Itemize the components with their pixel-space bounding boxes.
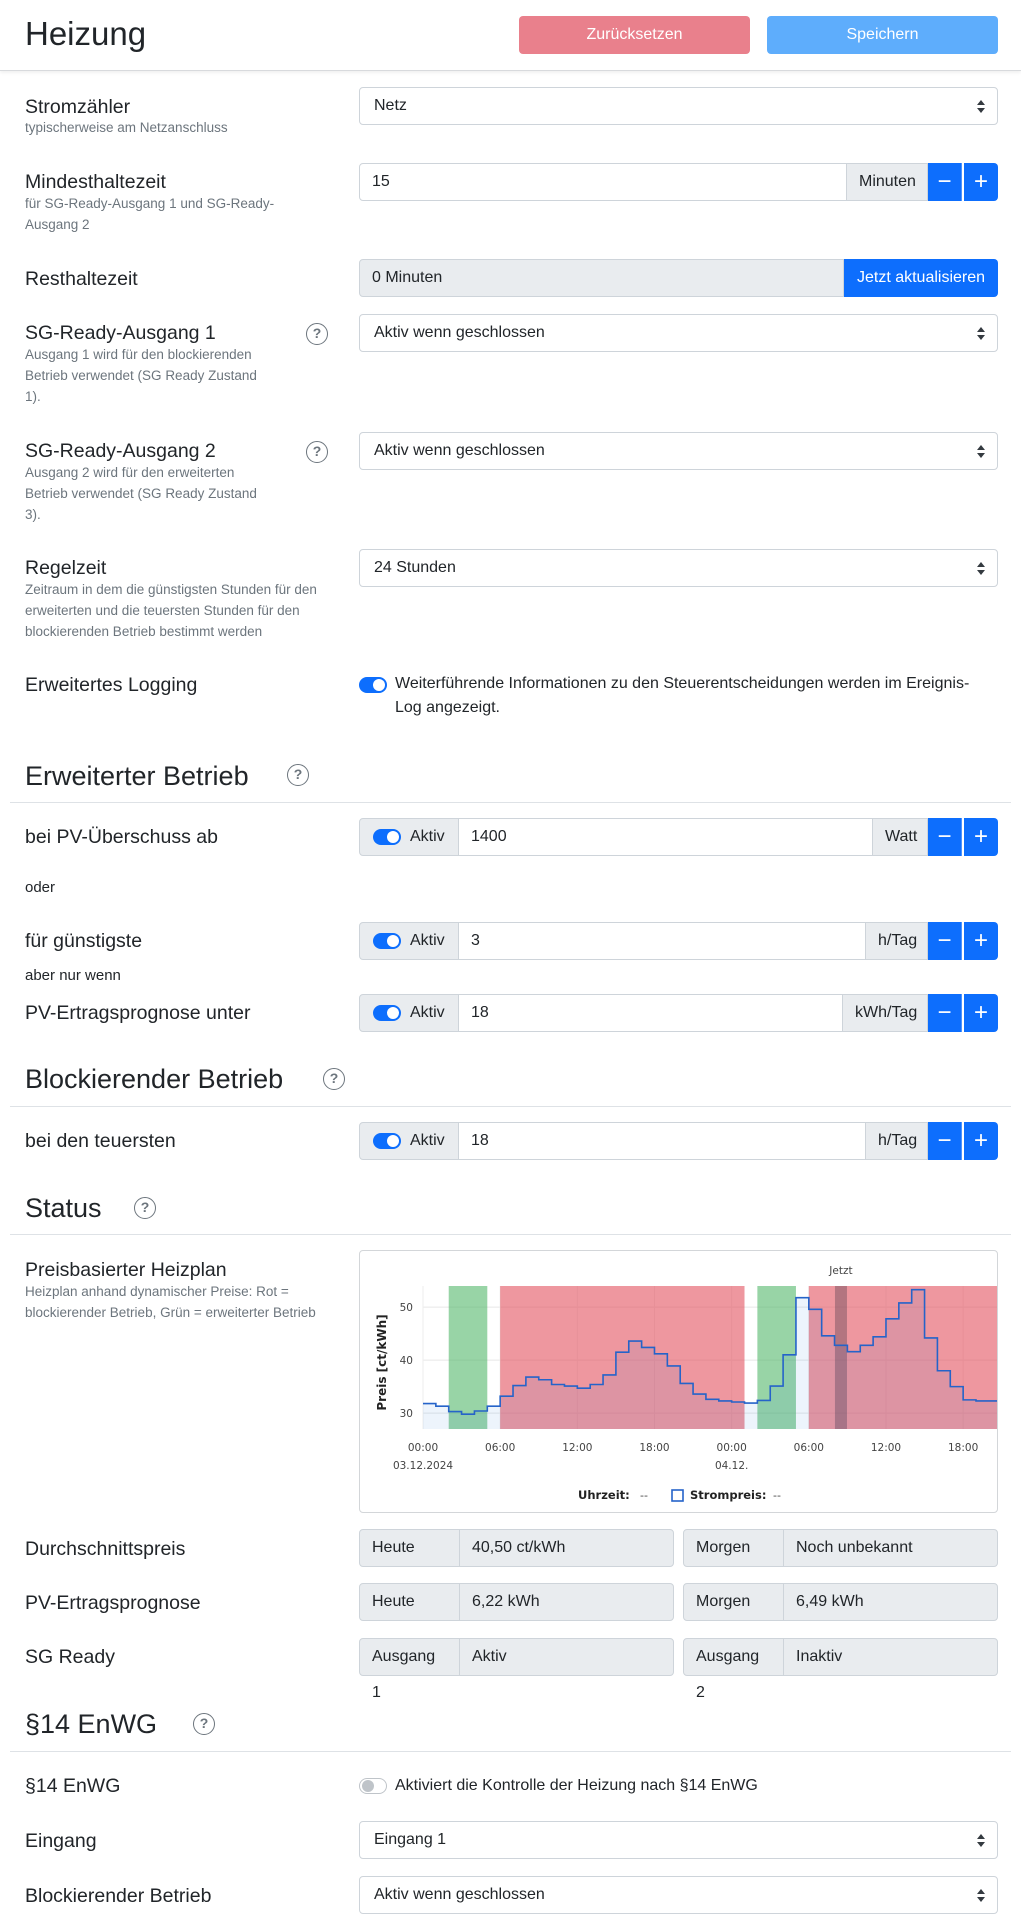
sg-ready-output1-value: Aktiv bbox=[472, 1648, 507, 1665]
sg-ready-output1-key: Ausgang 1 bbox=[360, 1639, 460, 1675]
most-expensive-input[interactable]: 18 bbox=[458, 1122, 866, 1160]
minus-icon: − bbox=[937, 927, 952, 954]
plus-icon: + bbox=[973, 927, 988, 954]
meter-select[interactable] bbox=[359, 87, 998, 125]
legend-price-swatch bbox=[672, 1490, 683, 1501]
x-tick-label: 12:00 bbox=[562, 1442, 593, 1454]
enwg-toggle-label: §14 EnWG bbox=[25, 1775, 121, 1797]
sg1-hint: Ausgang 1 wird für den blockierenden Betrieb verwendet (SG Ready Zustand 1). bbox=[25, 347, 257, 404]
y-tick-label: 50 bbox=[399, 1302, 413, 1315]
select-caret-icon bbox=[977, 445, 985, 458]
cheapest-label: für günstigste bbox=[25, 930, 143, 952]
y-tick-label: 30 bbox=[399, 1408, 413, 1421]
most-expensive-active-label: Aktiv bbox=[410, 1132, 445, 1149]
enwg-toggle[interactable] bbox=[359, 1778, 387, 1794]
enwg-input-select-value: Eingang 1 bbox=[374, 1831, 447, 1848]
select-caret-icon bbox=[977, 100, 985, 113]
most-expensive-decrement-button[interactable] bbox=[928, 1122, 962, 1160]
x-tick-sublabel: 03.12.2024 bbox=[392, 1460, 454, 1472]
meter-select-value: Netz bbox=[374, 97, 407, 114]
refresh-now-button[interactable]: Jetzt aktualisieren bbox=[844, 259, 998, 297]
status-help-icon[interactable]: ? bbox=[134, 1197, 156, 1219]
y-axis-title: Preis [ct/kWh] bbox=[375, 1314, 389, 1411]
avg-price-tomorrow-value: Noch unbekannt bbox=[796, 1539, 913, 1556]
sg-ready-output2-key: Ausgang 2 bbox=[684, 1639, 784, 1675]
most-expensive-unit: h/Tag bbox=[865, 1122, 928, 1160]
pv-yield-tomorrow-value: 6,49 kWh bbox=[796, 1593, 864, 1610]
pv-yield-today-value: 6,22 kWh bbox=[472, 1593, 540, 1610]
sg2-help-icon[interactable]: ? bbox=[306, 441, 328, 463]
pv-surplus-decrement-button[interactable] bbox=[928, 818, 962, 856]
plus-icon: + bbox=[973, 823, 988, 850]
pv-surplus-label: bei PV-Überschuss ab bbox=[25, 826, 218, 848]
pv-forecast-active-label: Aktiv bbox=[410, 1004, 445, 1021]
pv-yield-tomorrow bbox=[683, 1583, 998, 1621]
rest-hold-value: 0 Minuten bbox=[359, 259, 844, 297]
blocking-section-title: Blockierender Betrieb bbox=[25, 1064, 284, 1094]
control-time-select-value: 24 Stunden bbox=[374, 559, 456, 576]
select-caret-icon bbox=[977, 562, 985, 575]
pv-forecast-limit-label: PV-Ertragsprognose unter bbox=[25, 1002, 251, 1024]
avg-price-tomorrow bbox=[683, 1529, 998, 1567]
sg1-select[interactable] bbox=[359, 314, 998, 352]
avg-price-today-value: 40,50 ct/kWh bbox=[472, 1539, 566, 1556]
x-tick-label: 06:00 bbox=[793, 1442, 824, 1454]
pv-yield-label: PV-Ertragsprognose bbox=[25, 1592, 201, 1614]
cheapest-unit: h/Tag bbox=[865, 922, 928, 960]
x-tick-label: 06:00 bbox=[485, 1442, 516, 1454]
most-expensive-label: bei den teuersten bbox=[25, 1130, 176, 1152]
pv-yield-today bbox=[359, 1583, 674, 1621]
plus-icon: + bbox=[973, 1127, 988, 1154]
or-text: oder bbox=[25, 879, 56, 896]
avg-price-today bbox=[359, 1529, 674, 1567]
heating-plan-hint: Heizplan anhand dynamischer Preise: Rot = blockierender Betrieb, Grün = erweiterter Betrieb bbox=[25, 1284, 316, 1320]
cheapest-active-label: Aktiv bbox=[410, 932, 445, 949]
sg-ready-output2 bbox=[683, 1638, 998, 1701]
meter-hint: typischerweise am Netzanschluss bbox=[25, 120, 228, 135]
x-tick-label: 12:00 bbox=[870, 1442, 902, 1454]
sg1-help-icon[interactable]: ? bbox=[306, 323, 328, 345]
sg2-select-value: Aktiv wenn geschlossen bbox=[374, 442, 545, 459]
enwg-toggle-text: Aktiviert die Kontrolle der Heizung nach §14 EnWG bbox=[395, 1777, 758, 1794]
sg-ready-label: SG Ready bbox=[25, 1646, 115, 1668]
pv-surplus-increment-button[interactable] bbox=[964, 818, 998, 856]
control-time-label: Regelzeit bbox=[25, 557, 107, 579]
extended-help-icon[interactable]: ? bbox=[287, 764, 309, 786]
reset-button[interactable]: Zurücksetzen bbox=[519, 16, 750, 54]
only-if-text: aber nur wenn bbox=[25, 967, 121, 984]
pv-forecast-toggle[interactable] bbox=[373, 1005, 401, 1021]
select-caret-icon bbox=[977, 1834, 985, 1847]
sg2-label: SG-Ready-Ausgang 2 bbox=[25, 440, 216, 462]
price-chart[interactable] bbox=[360, 1251, 997, 1512]
section-divider bbox=[10, 1234, 1011, 1235]
min-hold-increment-button[interactable] bbox=[964, 163, 998, 201]
enwg-input-label: Eingang bbox=[25, 1830, 97, 1852]
min-hold-label: Mindesthaltezeit bbox=[25, 171, 166, 193]
min-hold-decrement-button[interactable] bbox=[928, 163, 962, 201]
x-tick-label: 00:00 bbox=[716, 1442, 747, 1454]
price-chart-card bbox=[359, 1250, 998, 1513]
enwg-blocking-select-value: Aktiv wenn geschlossen bbox=[374, 1886, 545, 1903]
pv-forecast-decrement-button[interactable] bbox=[928, 994, 962, 1032]
plus-icon: + bbox=[973, 999, 988, 1026]
legend-time-value: -- bbox=[640, 1489, 648, 1502]
sg1-select-value: Aktiv wenn geschlossen bbox=[374, 324, 545, 341]
pv-forecast-input[interactable]: 18 bbox=[458, 994, 843, 1032]
select-caret-icon bbox=[977, 1889, 985, 1902]
minus-icon: − bbox=[937, 823, 952, 850]
sg-ready-output2-value: Inaktiv bbox=[796, 1648, 843, 1665]
cheapest-increment-button[interactable] bbox=[964, 922, 998, 960]
pv-surplus-input[interactable]: 1400 bbox=[458, 818, 873, 856]
pv-yield-tomorrow-key: Morgen bbox=[684, 1584, 784, 1620]
save-button[interactable]: Speichern bbox=[767, 16, 998, 54]
legend-time-label: Uhrzeit: bbox=[578, 1488, 630, 1502]
min-hold-hint: für SG-Ready-Ausgang 1 und SG-Ready-Ausgang 2 bbox=[25, 196, 275, 232]
legend-price-value: -- bbox=[773, 1489, 781, 1502]
logging-label: Erweitertes Logging bbox=[25, 674, 198, 696]
pv-surplus-unit: Watt bbox=[872, 818, 928, 856]
heating-plan-label: Preisbasierter Heizplan bbox=[25, 1259, 227, 1281]
minus-icon: − bbox=[937, 168, 952, 195]
enwg-section-title: §14 EnWG bbox=[25, 1709, 158, 1739]
extended-band bbox=[449, 1286, 488, 1429]
pv-forecast-unit: kWh/Tag bbox=[842, 994, 928, 1032]
logging-text: Weiterführende Informationen zu den Steuerentscheidungen werden im Ereignis-Log angezeigt. bbox=[395, 675, 970, 716]
pv-yield-today-key: Heute bbox=[360, 1584, 460, 1620]
blocking-help-icon[interactable]: ? bbox=[323, 1068, 345, 1090]
avg-price-label: Durchschnittspreis bbox=[25, 1538, 186, 1560]
x-tick-label: 18:00 bbox=[639, 1442, 670, 1454]
x-tick-label: 18:00 bbox=[948, 1442, 979, 1454]
page-title: Heizung bbox=[25, 15, 147, 52]
sg2-hint: Ausgang 2 wird für den erweiterten Betrieb verwendet (SG Ready Zustand 3). bbox=[25, 465, 257, 522]
sg2-select[interactable] bbox=[359, 432, 998, 470]
status-section-title: Status bbox=[25, 1193, 102, 1223]
now-label: Jetzt bbox=[829, 1265, 853, 1277]
pv-surplus-active-label: Aktiv bbox=[410, 828, 445, 845]
minus-icon: − bbox=[937, 999, 952, 1026]
meter-label: Stromzähler bbox=[25, 96, 131, 118]
rest-hold-label: Resthaltezeit bbox=[25, 268, 138, 290]
logging-toggle[interactable] bbox=[359, 677, 387, 693]
enwg-blocking-select[interactable] bbox=[359, 1876, 998, 1914]
x-tick-sublabel: 04.12. bbox=[714, 1460, 749, 1472]
sg1-label: SG-Ready-Ausgang 1 bbox=[25, 322, 216, 344]
minus-icon: − bbox=[937, 1127, 952, 1154]
extended-section-title: Erweiterter Betrieb bbox=[25, 761, 249, 791]
top-bar bbox=[0, 0, 1021, 71]
section-divider bbox=[10, 1751, 1011, 1752]
cheapest-toggle[interactable] bbox=[373, 933, 401, 949]
pv-forecast-increment-button[interactable] bbox=[964, 994, 998, 1032]
x-tick-label: 00:00 bbox=[407, 1442, 439, 1454]
plus-icon: + bbox=[973, 168, 988, 195]
enwg-help-icon[interactable]: ? bbox=[193, 1713, 215, 1735]
cheapest-decrement-button[interactable] bbox=[928, 922, 962, 960]
avg-price-tomorrow-key: Morgen bbox=[684, 1530, 784, 1566]
control-time-hint: Zeitraum in dem die günstigsten Stunden für den erweiterten und die teuersten Stunden für den blockierenden Betrieb bestimmt werden bbox=[25, 582, 317, 639]
y-tick-label: 40 bbox=[399, 1355, 413, 1368]
cheapest-input[interactable]: 3 bbox=[458, 922, 866, 960]
enwg-blocking-label: Blockierender Betrieb bbox=[25, 1885, 212, 1907]
avg-price-today-key: Heute bbox=[360, 1530, 460, 1566]
section-divider bbox=[10, 1106, 1011, 1107]
section-divider bbox=[10, 802, 1011, 803]
most-expensive-toggle[interactable] bbox=[373, 1133, 401, 1149]
control-time-select[interactable] bbox=[359, 549, 998, 587]
select-caret-icon bbox=[977, 327, 985, 340]
min-hold-input[interactable]: 15 bbox=[359, 163, 847, 201]
pv-surplus-toggle[interactable] bbox=[373, 829, 401, 845]
legend-price-label: Strompreis: bbox=[690, 1488, 767, 1502]
most-expensive-increment-button[interactable] bbox=[964, 1122, 998, 1160]
sg-ready-output1 bbox=[359, 1638, 674, 1701]
min-hold-unit: Minuten bbox=[846, 163, 928, 201]
enwg-input-select[interactable] bbox=[359, 1821, 998, 1859]
